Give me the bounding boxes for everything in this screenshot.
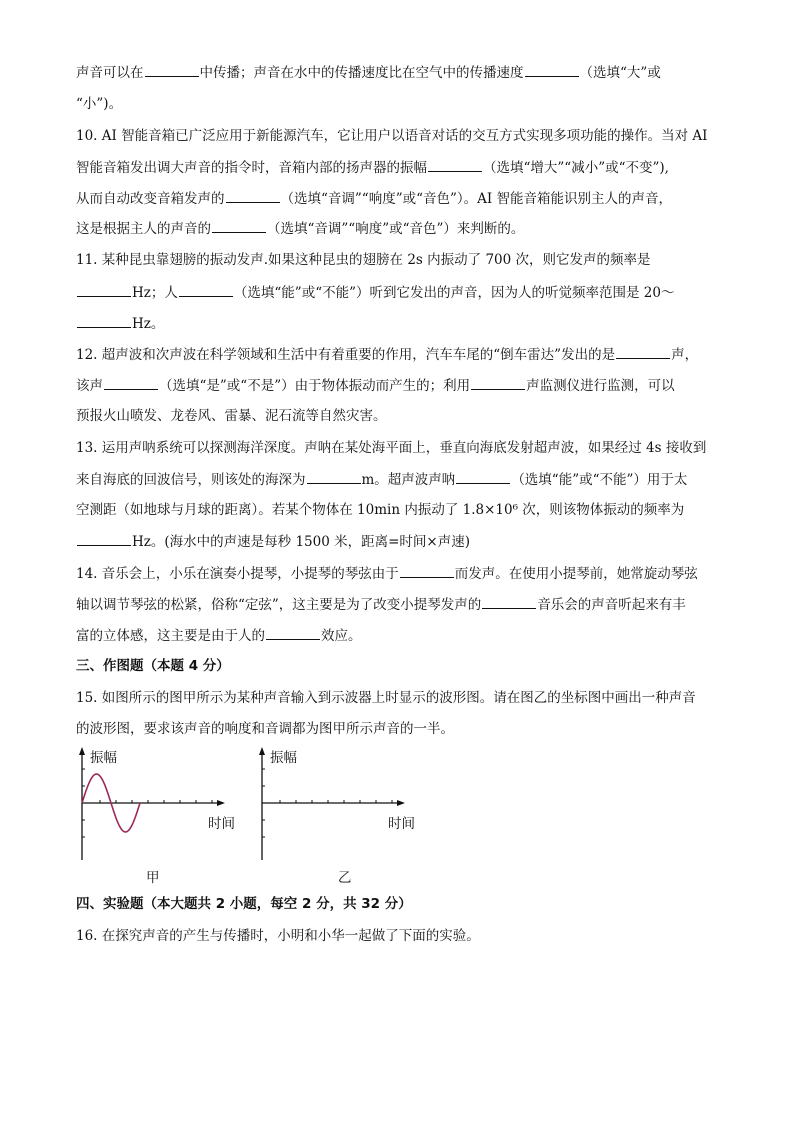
q11-line-1: 11. 某种昆虫靠翅膀的振动发声.如果这种昆虫的翅膀在 2s 内振动了 700 次，则它发声的频率是 [76,252,651,268]
q11-line-2: Hz；人 （选填“能”或“不能”）听到它发出的声音，因为人的听觉频率范围是 20～ [76,282,726,303]
answer-blank[interactable] [77,282,131,297]
section-3-heading: 三、作图题（本题 4 分） [76,658,230,674]
answer-blank[interactable] [307,469,361,484]
y-axis-label-yi: 振幅 [270,750,297,766]
answer-blank[interactable] [145,62,199,77]
q12-line-3: 预报火山喷发、龙卷风、雷暴、泥石流等自然灾害。 [76,408,387,424]
answer-blank[interactable] [266,625,320,640]
q13-line-2: 来自海底的回波信号，则该处的海深为 m。超声波声呐 （选填“能”或“不能”）用于太 [76,469,726,490]
q13-line-3: 空测距（如地球与月球的距离）。若某个物体在 10min 内振动了 1.8×10⁶ 次，则该物体振动的频率为 [76,502,685,518]
y-axis-arrow [259,747,265,755]
q15-line-1: 15. 如图所示的图甲所示为某种声音输入到示波器上时显示的波形图。请在图乙的坐标图中画出一种声音 [76,690,696,706]
answer-blank[interactable] [77,313,131,328]
q14-line-1: 14. 音乐会上，小乐在演奏小提琴，小提琴的琴弦由于 而发声。在使用小提琴前，她常旋动琴弦 [76,563,726,584]
answer-blank[interactable] [179,282,233,297]
q10-line-3: 从而自动改变音箱发声的 （选填“音调”“响度”或“音色”）。AI 智能音箱能识别主人的声音， [76,188,726,209]
y-axis-arrow [79,747,85,755]
answer-blank[interactable] [525,62,579,77]
q13-line-1: 13. 运用声呐系统可以探测海洋深度。声呐在某处海平面上，垂直向海底发射超声波，如果经过 4s 接收到 [76,440,707,456]
q12-line-2: 该声 （选填“是”或“不是”）由于物体振动而产生的；利用 声监测仪进行监测，可以 [76,375,726,396]
answer-blank[interactable] [482,594,536,609]
x-axis-arrow [217,800,225,806]
x-axis-label-jia: 时间 [208,816,235,832]
answer-blank[interactable] [471,375,525,390]
figure-caption-yi: 乙 [338,870,352,886]
answer-blank[interactable] [212,218,266,233]
answer-blank[interactable] [104,375,158,390]
q14-line-2: 轴以调节琴弦的松紧，俗称“定弦”，这主要是为了改变小提琴发声的 音乐会的声音听起来有丰 [76,594,726,615]
q15-line-2: 的波形图，要求该声音的响度和音调都为图甲所示声音的一半。 [76,721,454,737]
answer-blank[interactable] [616,344,670,359]
q10-line-1: 10. AI 智能音箱已广泛应用于新能源汽车，它让用户以语音对话的交互方式实现多项功能的操作。当对 AI [76,128,708,144]
x-axis-arrow [397,800,405,806]
section-4-heading: 四、实验题（本大题共 2 小题，每空 2 分，共 32 分） [76,896,412,912]
q10-line-2: 智能音箱发出调大声音的指令时，音箱内部的扬声器的振幅 （选填“增大”“减小”或“不变”), [76,157,726,178]
answer-blank[interactable] [77,531,131,546]
x-axis-label-yi: 时间 [388,816,415,832]
q12-line-1: 12. 超声波和次声波在科学领域和生活中有着重要的作用，汽车车尾的“倒车雷达”发出的是 声， [76,344,726,365]
answer-blank[interactable] [226,188,280,203]
answer-blank[interactable] [428,157,482,172]
q10-line-4: 这是根据主人的声音的 （选填“音调”“响度”或“音色”）来判断的。 [76,218,726,239]
figure-caption-jia: 甲 [146,870,160,886]
y-axis-label-jia: 振幅 [90,750,117,766]
q14-line-3: 富的立体感，这主要是由于人的 效应。 [76,625,726,646]
q16-line-1: 16. 在探究声音的产生与传播时，小明和小华一起做了下面的实验。 [76,928,480,944]
q9-line-1: 声音可以在 中传播；声音在水中的传播速度比在空气中的传播速度 （选填“大”或 [76,62,726,83]
answer-blank[interactable] [400,563,454,578]
q9-line-2: “小”)。 [76,96,123,112]
q11-line-3: Hz。 [76,313,726,334]
answer-blank[interactable] [456,469,510,484]
q13-line-4: Hz。(海水中的声速是每秒 1500 米，距离=时间×声速) [76,531,726,552]
